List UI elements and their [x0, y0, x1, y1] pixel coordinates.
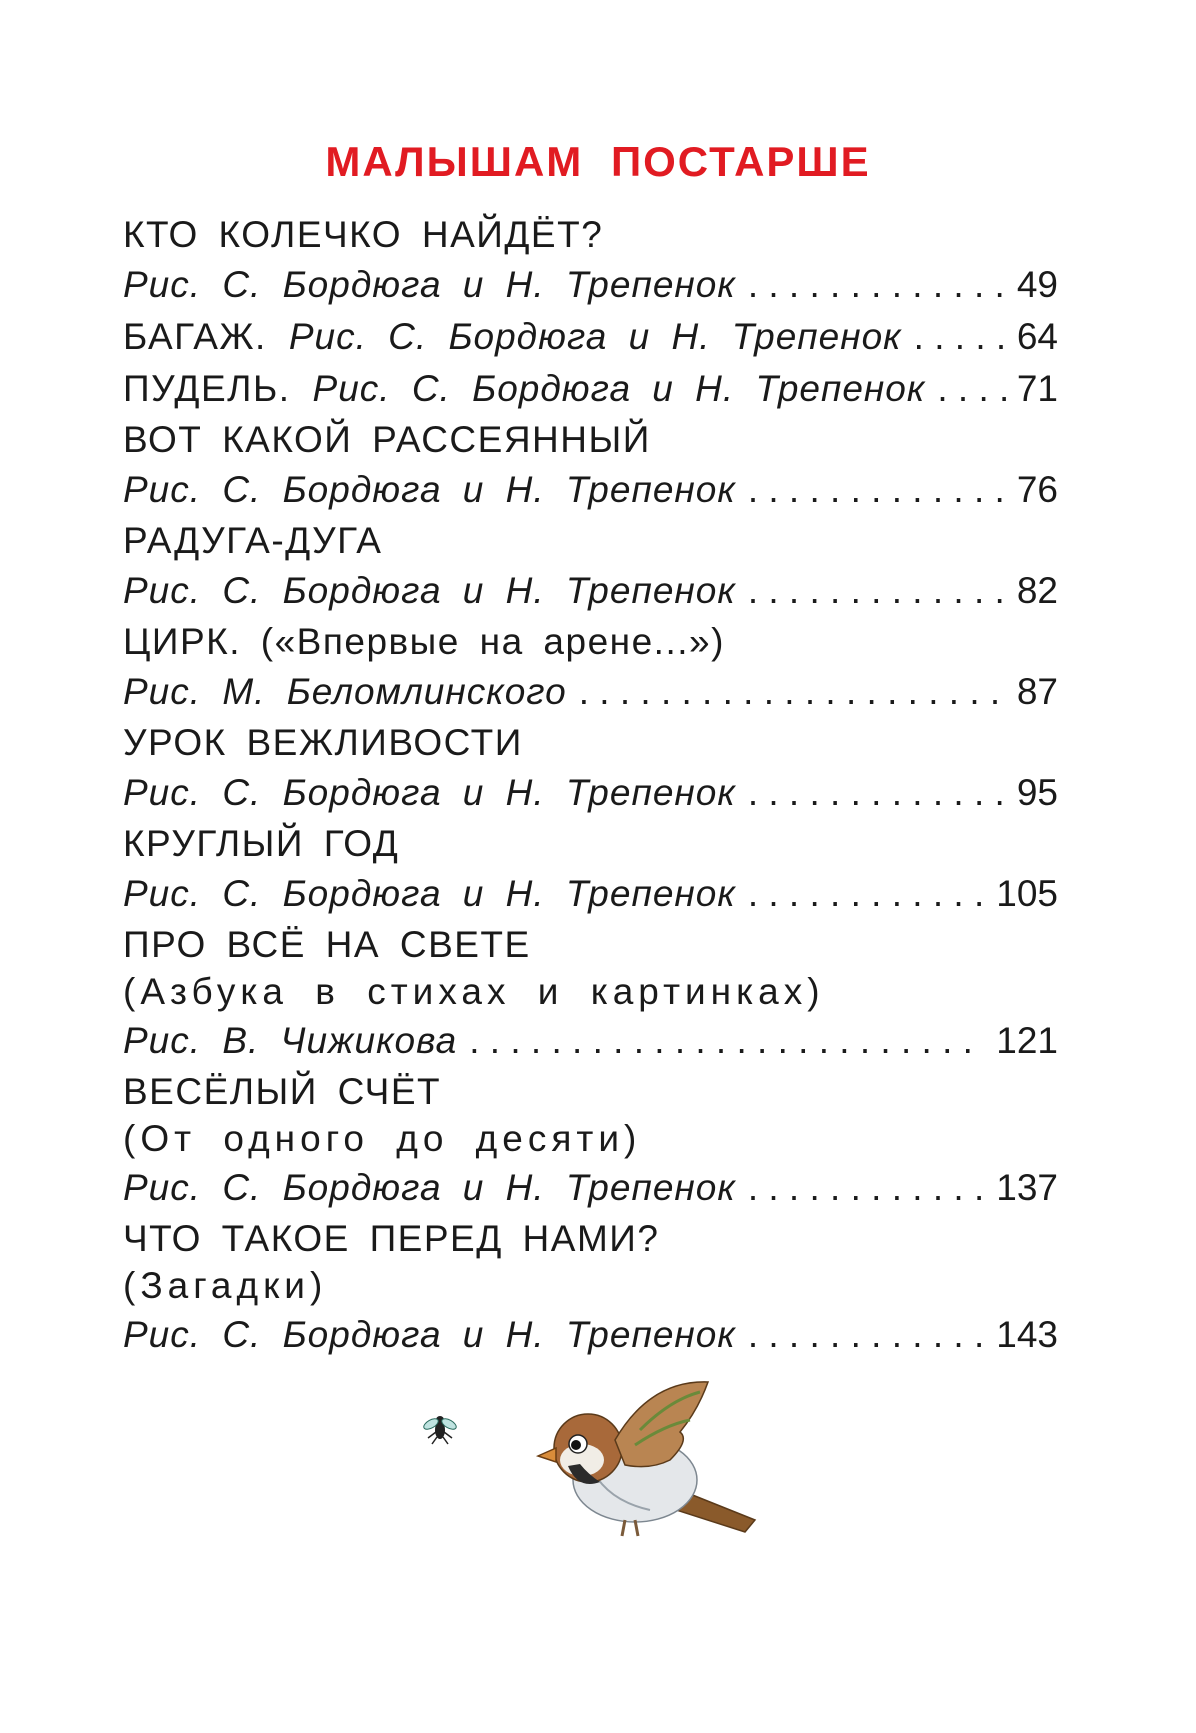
toc-entry-row[interactable] — [123, 767, 1058, 819]
dot-leader — [748, 767, 1007, 819]
toc-entry-title[interactable]: КРУГЛЫЙ ГОД — [123, 823, 400, 864]
toc-entry-illustrator: Рис. С. Бордюга и Н. Трепенок — [123, 1314, 736, 1355]
toc-entry-page: 137 — [996, 1167, 1058, 1208]
toc-entry-page: 87 — [1016, 671, 1058, 712]
toc-entry-title[interactable]: ЧТО ТАКОЕ ПЕРЕД НАМИ? — [123, 1218, 660, 1259]
toc-entry-illustrator: Рис. С. Бордюга и Н. Трепенок — [312, 368, 926, 409]
toc-entry-row[interactable] — [123, 868, 1058, 920]
toc-entry-title[interactable]: ПРО ВСЁ НА СВЕТЕ — [123, 924, 531, 965]
toc-entry-page: 49 — [1016, 264, 1058, 305]
page-title: МАЛЫШАМ ПОСТАРШЕ — [325, 138, 871, 185]
toc-entry-page: 143 — [996, 1314, 1058, 1355]
toc-entry-row[interactable] — [123, 363, 1058, 415]
toc-entry-subtitle: (Азбука в стихах и картинках) — [123, 971, 825, 1012]
dot-leader — [748, 464, 1007, 516]
toc-entry-illustrator: Рис. С. Бордюга и Н. Трепенок — [123, 264, 736, 305]
toc-entry-title[interactable]: УРОК ВЕЖЛИВОСТИ — [123, 722, 523, 763]
dot-leader — [748, 565, 1007, 617]
toc-entry-illustrator: Рис. С. Бордюга и Н. Трепенок — [123, 570, 736, 611]
toc-entry-row[interactable] — [123, 1309, 1058, 1361]
dot-leader — [579, 666, 1007, 718]
toc-entry-title[interactable]: ВОТ КАКОЙ РАССЕЯННЫЙ — [123, 419, 651, 460]
toc-entry-page: 82 — [1016, 570, 1058, 611]
illustration — [420, 1370, 800, 1560]
toc-entry-title[interactable]: РАДУГА-ДУГА — [123, 520, 383, 561]
toc-entry-title[interactable]: КТО КОЛЕЧКО НАЙДЁТ? — [123, 214, 604, 255]
toc-entry-page: 121 — [996, 1020, 1058, 1061]
toc-entry-page: 71 — [1016, 368, 1058, 409]
dot-leader — [469, 1015, 986, 1067]
dot-leader — [748, 868, 986, 920]
toc-entry-row[interactable] — [123, 259, 1058, 311]
fly-icon — [422, 1416, 458, 1444]
toc-entry-title[interactable]: ВЕСЁЛЫЙ СЧЁТ — [123, 1071, 442, 1112]
table-of-contents — [123, 210, 1058, 1361]
toc-entry-title: БАГАЖ. — [123, 316, 267, 357]
toc-entry-row[interactable] — [123, 666, 1058, 718]
toc-entry-page: 95 — [1016, 772, 1058, 813]
toc-entry-row[interactable] — [123, 1015, 1058, 1067]
toc-entry-subtitle: (Загадки) — [123, 1265, 328, 1306]
toc-entry-page: 76 — [1016, 469, 1058, 510]
toc-entry-title: ПУДЕЛЬ. — [123, 368, 291, 409]
dot-leader — [937, 363, 1007, 415]
toc-entry-title[interactable]: ЦИРК. («Впервые на арене...») — [123, 621, 725, 662]
toc-entry-illustrator: Рис. С. Бордюга и Н. Трепенок — [123, 469, 736, 510]
toc-entry-row[interactable] — [123, 565, 1058, 617]
dot-leader — [914, 311, 1007, 363]
dot-leader — [748, 1162, 986, 1214]
toc-entry-illustrator: Рис. С. Бордюга и Н. Трепенок — [123, 772, 736, 813]
toc-entry-illustrator: Рис. С. Бордюга и Н. Трепенок — [288, 316, 902, 357]
toc-entry-subtitle: (От одного до десяти) — [123, 1118, 642, 1159]
toc-entry-row[interactable] — [123, 1162, 1058, 1214]
sparrow-icon — [538, 1382, 755, 1536]
toc-entry-illustrator: Рис. С. Бордюга и Н. Трепенок — [123, 1167, 736, 1208]
toc-entry-row[interactable] — [123, 464, 1058, 516]
dot-leader — [748, 1309, 986, 1361]
dot-leader — [748, 259, 1007, 311]
toc-entry-row[interactable] — [123, 311, 1058, 363]
toc-entry-illustrator: Рис. С. Бордюга и Н. Трепенок — [123, 873, 736, 914]
toc-entry-page: 64 — [1016, 316, 1058, 357]
toc-entry-page: 105 — [996, 873, 1058, 914]
toc-entry-illustrator: Рис. В. Чижикова — [123, 1020, 458, 1061]
toc-entry-illustrator: Рис. М. Беломлинского — [123, 671, 567, 712]
